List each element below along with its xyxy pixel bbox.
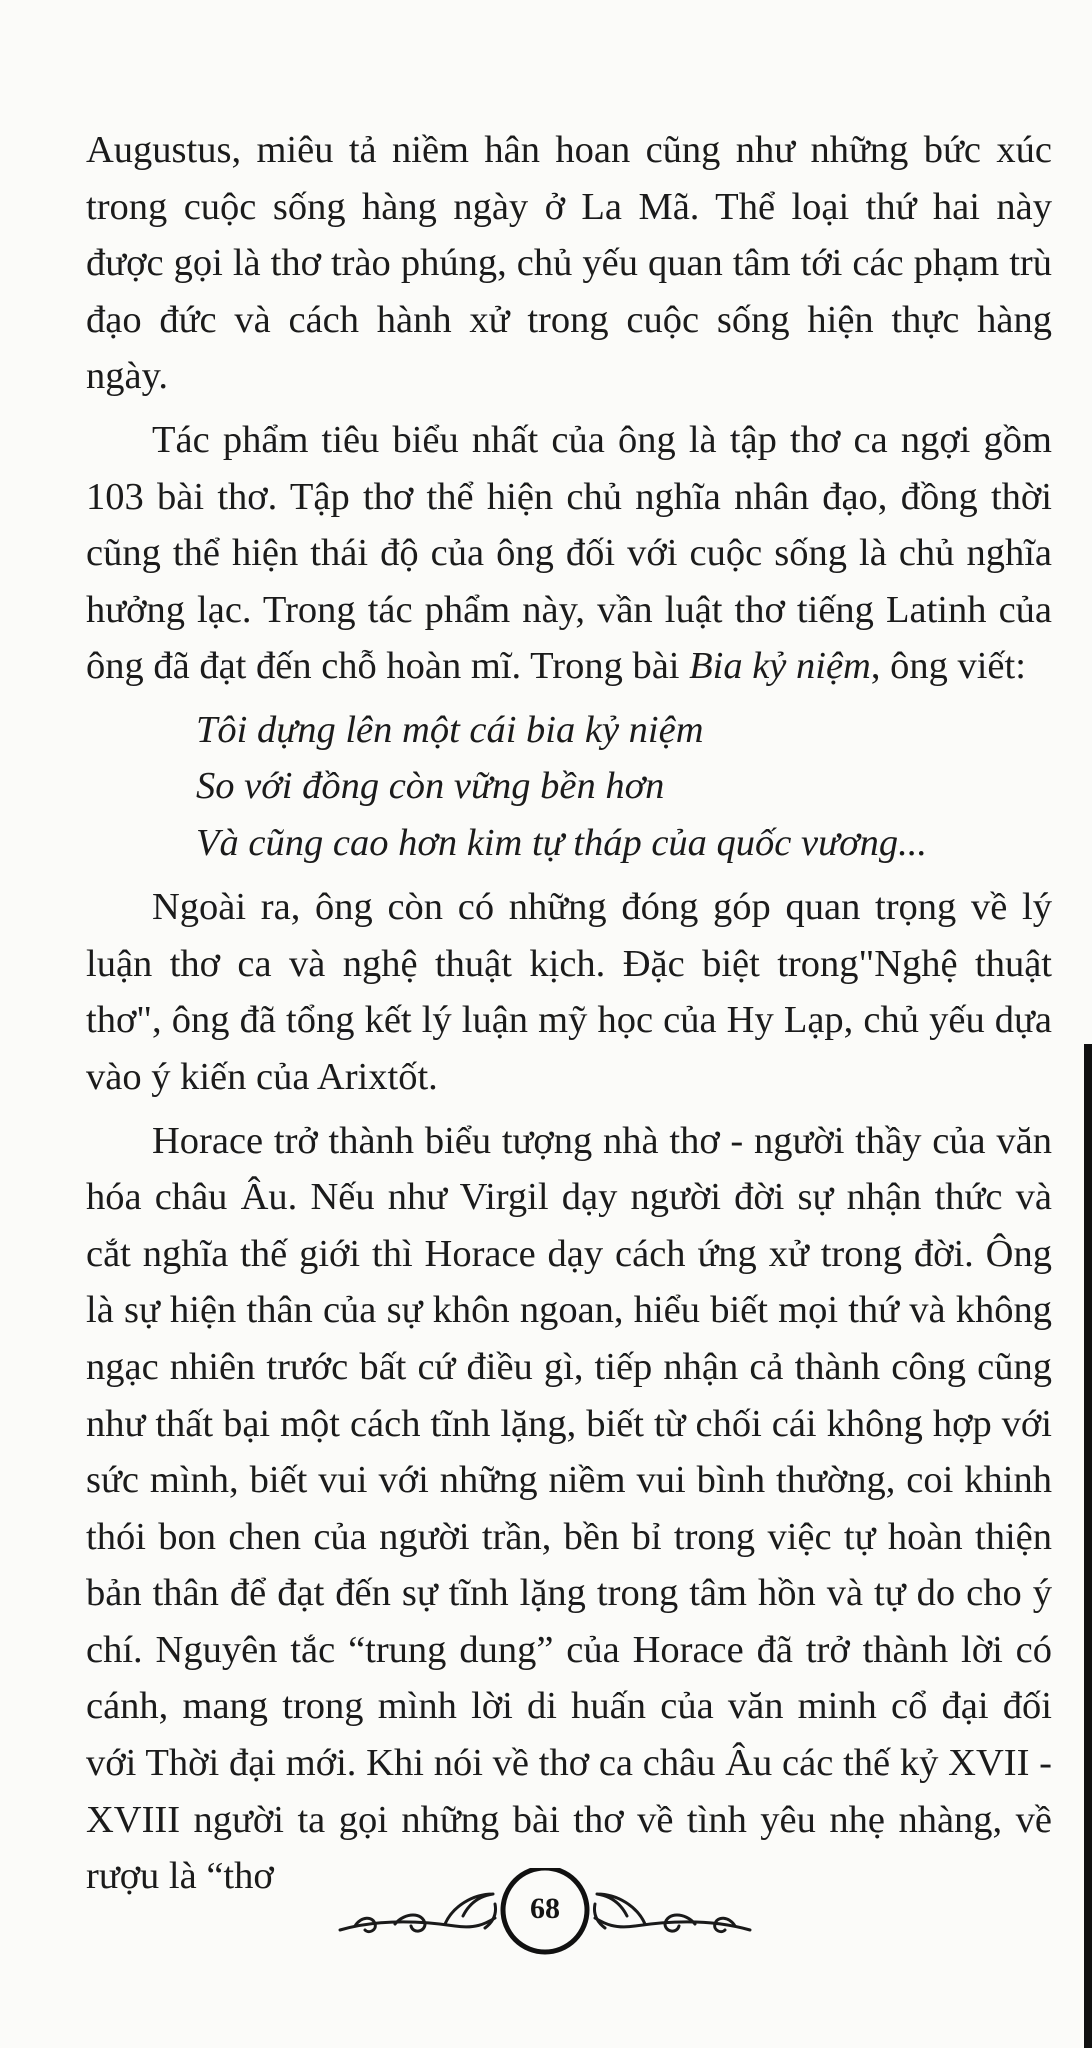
- paragraph-1: Augustus, miêu tả niềm hân hoan cũng như những bức xúc trong cuộc sống hàng ngày ở La Mã. Thể loại thứ hai này được gọi là thơ trào phúng, chủ yếu quan tâm tới các phạm trù đạo đức và cách hành xử trong cuộc sống hiện thực hàng ngày.: [86, 129, 1052, 398]
- paragraph-2-text: Tác phẩm tiêu biểu nhất của ông là tập thơ ca ngợi gồm 103 bài thơ. Tập thơ thể hiện chủ nghĩa nhân đạo, đồng thời cũng thể hiện thái độ của ông đối với cuộc sống là chủ nghĩa hưởng lạc. Trong tác phẩm này, vần luật thơ tiếng Latinh của ông đã đạt đến chỗ hoàn mĩ. Trong bài: [86, 418, 1052, 688]
- verse-line-1: Tôi dựng lên một cái bia kỷ niệm: [196, 708, 704, 751]
- paragraph-4: Horace trở thành biểu tượng nhà thơ - người thầy của văn hóa châu Âu. Nếu như Virgil dạy người đời sự nhận thức và cắt nghĩa thế giới thì Horace dạy cách ứng xử trong đời. Ông là sự hiện thân của sự khôn ngoan, hiểu biết mọi thứ và không ngạc nhiên trước bất cứ điều gì, tiếp nhận cả thành công cũng như thất bại một cách tĩnh lặng, biết từ chối cái không hợp với sức mình, biết vui với những niềm vui bình thường, coi khinh thói bon chen của người trần, bền bỉ trong việc tự hoàn thiện bản thân để đạt đến sự tĩnh lặng trong tâm hồn và tự do cho ý chí. Nguyên tắc “trung dung” của Horace đã trở thành lời có cánh, mang trong mình lời di huấn của văn minh cổ đại đối với Thời đại mới. Khi nói về thơ ca châu Âu các thế kỷ XVII - XVIII người ta gọi những bài thơ về tình yêu nhẹ nhàng, về rượu là “thơ: [86, 1119, 1052, 1898]
- verse-line-2: So với đồng còn vững bền hơn: [196, 765, 665, 808]
- page-footer: [335, 1868, 755, 1958]
- poem-quote: [86, 702, 1052, 871]
- page-number: 68: [530, 1892, 560, 1925]
- paragraph-2: [86, 412, 1052, 695]
- paragraph-3: Ngoài ra, ông còn có những đóng góp quan trọng về lý luận thơ ca và nghệ thuật kịch. Đặc biệt trong"Nghệ thuật thơ", ông đã tổng kết lý luận mỹ học của Hy Lạp, chủ yếu dựa vào ý kiến của Arixtốt.: [86, 886, 1052, 1098]
- verse-line-3: Và cũng cao hơn kim tự tháp của quốc vương...: [196, 821, 928, 864]
- body-text: [86, 122, 1052, 1912]
- poem-title: Bia kỷ niệm: [689, 645, 871, 688]
- scan-edge: [1084, 1044, 1092, 2048]
- paragraph-2-tail: , ông viết:: [870, 645, 1026, 688]
